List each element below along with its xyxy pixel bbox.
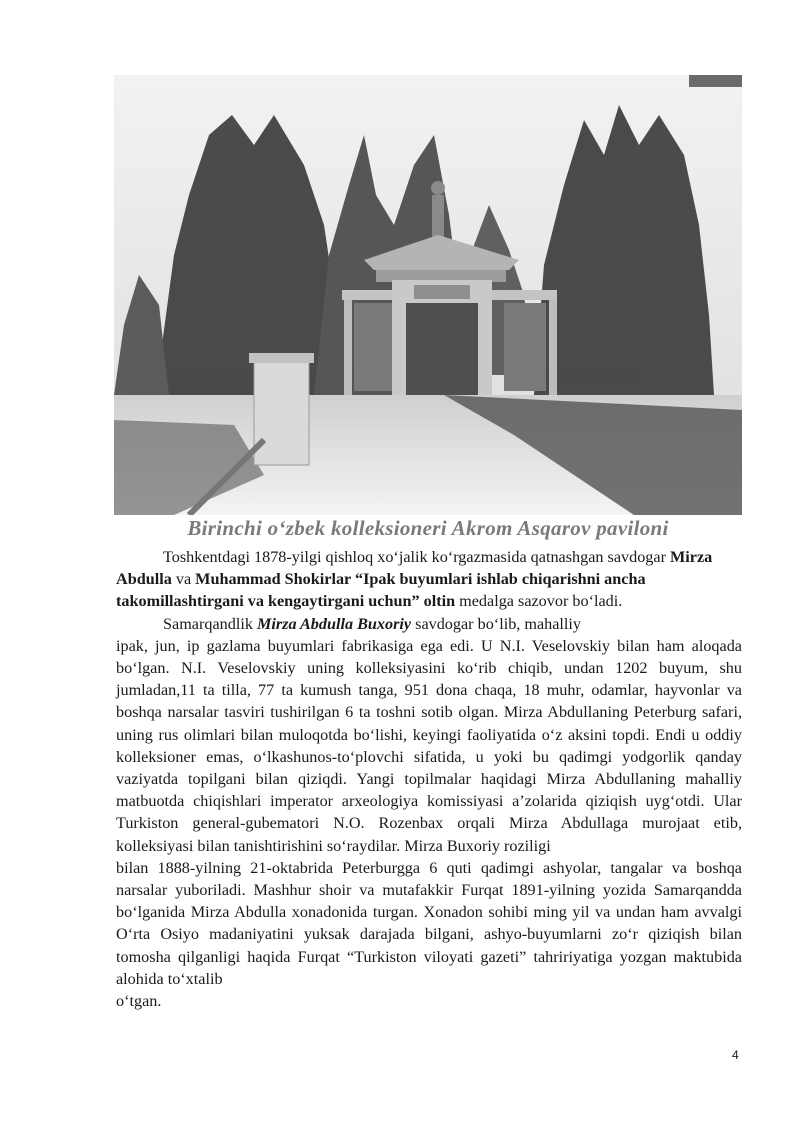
p1-tail: medalga sazovor bo‘ladi.: [455, 592, 623, 611]
p2-lead: Samarqandlik: [163, 614, 257, 633]
body-text: [116, 546, 742, 1012]
pavilion-photo-image: [114, 75, 742, 515]
p1-bold-name: Mirza Abdulla: [116, 548, 713, 589]
p1-mid: va: [171, 570, 196, 589]
p1-bold-phrase: Muhammad Shokirlar “Ipak buyumlari ishlab chiqarishni ancha takomillashtirgani va kengaytirgani uchun” oltin: [116, 570, 646, 611]
paragraph-1: [116, 546, 742, 613]
page-number: 4: [732, 1048, 739, 1062]
paragraph-2-end: o‘tgan.: [116, 992, 162, 1011]
paragraph-2-body: ipak, jun, ip gazlama buyumlari fabrikasiga ega edi. U N.I. Veselovskiy bilan ham aloqada bo‘lgan. N.I. Veselovskiy uning kolleksiyasini ko‘rib chiqib, undan 1202 buyum, shu jumladan,11 ta tilla, 77 ta kumush tanga, 951 dona chaqa, 18 muhr, odamlar, hayvonlar va boshqa narsalar tasviri tushirilgan 6 ta toshni sotib olgan. Mirza Abdullaning Peterburg safari, uning rus olimlari bilan muloqotda bo‘lishi, keyingi faoliyatida o‘z aksini topdi. Endi u oddiy kolleksioner emas, o‘lkashunos-to‘plovchi sifatida, u yoki bu qadimgi yodgorlik qanday vaziyatda topilgani bilan qiziqdi. Yangi topilmalar haqidagi Mirza Abdullaning mahalliy matbuotda chiqishlari imperator arxeologiya komissiyasi a’zolarida qiziqish uyg‘otdi. Ular Turkiston general-gubematori N.O. Rozenbax orqali Mirza Abdullaga murojaat etib, kolleksiyasi bilan tanishtirishini so‘raydilar. Mirza Buxoriy roziligi: [116, 636, 742, 855]
pavilion-photo: [114, 75, 742, 515]
paragraph-2-body-cont: bilan 1888-yilning 21-oktabrida Peterburgga 6 quti qadimgi ashyolar, tangalar va boshqa narsalar yuboriladi. Mashhur shoir va mutafakkir Furqat 1891-yilning yozida Samarqandda bo‘lganida Mirza Abdulla xonadonida turgan. Xonadon sohibi ming yil va undan ham avvalgi O‘rta Osiyo madaniyatini yuksak darajada bilgani, ashyo-buyumlarni zo‘r qiziqish bilan tomosha qilganligi haqida Furqat “Turkiston viloyati gazeti” tahririyatiga yozgan maktubida alohida to‘xtalib: [116, 858, 742, 988]
p2-bold-italic-name: Mirza Abdulla Buxoriy: [256, 614, 412, 633]
p2-rest1: savdogar bo‘lib, mahalliy: [411, 614, 582, 633]
p1-lead: Toshkentdagi 1878-yilgi qishloq xo‘jalik ko‘rgazmasida qatnashgan savdogar: [163, 548, 671, 566]
figure-caption: Birinchi o‘zbek kolleksioneri Akrom Asqarov paviloni: [187, 516, 669, 540]
paragraph-2-start: [116, 613, 742, 635]
